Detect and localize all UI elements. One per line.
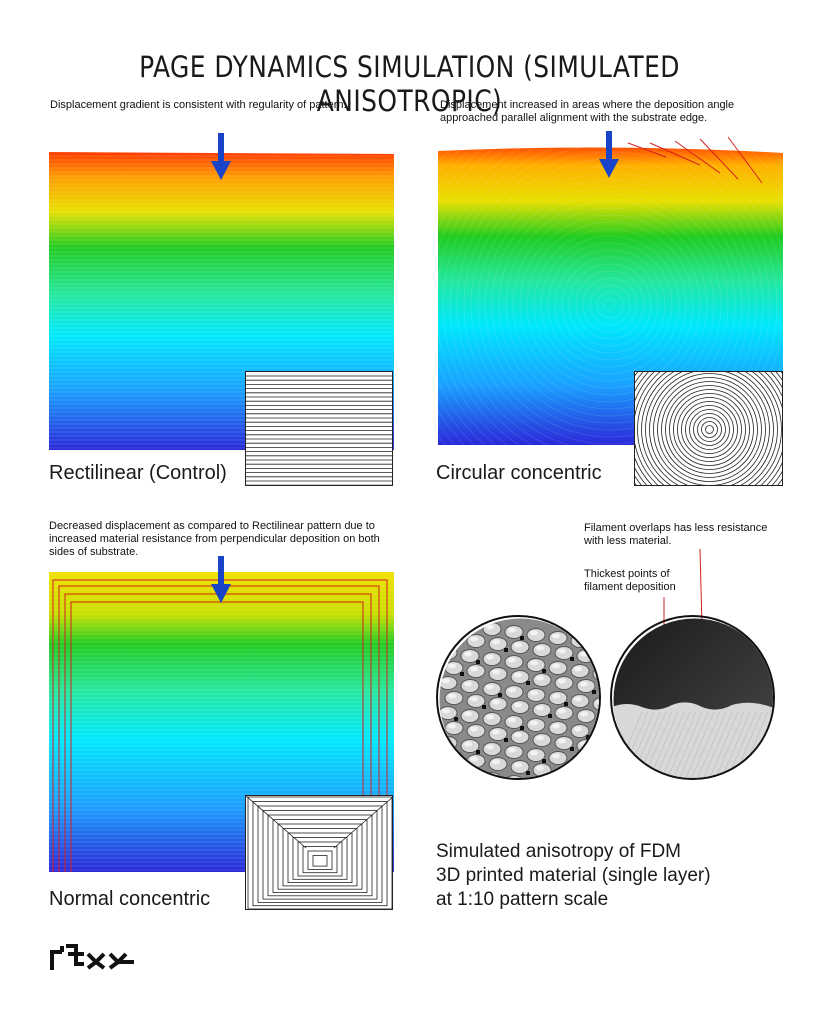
page-title: PAGE DYNAMICS SIMULATION (SIMULATED ANISOTROPIC) [139, 50, 680, 118]
displacement-callout-lines [620, 135, 770, 185]
panel-3-note: Decreased displacement as compared to Rectilinear pattern due to increased material resistance from perpendicular deposition on both sides of substrate. [49, 520, 380, 558]
thickest-points-annotation: Thickest points of filament deposition [584, 568, 676, 593]
filament-micrograph-top [436, 615, 601, 780]
panel-2-label: Circular concentric [436, 462, 602, 484]
force-arrow-icon [210, 556, 232, 604]
filament-micrograph-section [610, 615, 775, 780]
summary-line-1: Simulated anisotropy of FDM [436, 841, 681, 862]
force-arrow-icon [210, 133, 232, 181]
summary-line-2: 3D printed material (single layer) [436, 865, 711, 886]
panel-2-note: Displacement increased in areas where the deposition angle approached parallel alignment with the substrate edge. [440, 99, 735, 124]
force-arrow-icon [598, 131, 620, 179]
studio-logo [48, 942, 140, 974]
panel-3-label: Normal concentric [49, 888, 211, 910]
circular-pattern-inset [634, 371, 783, 486]
panel-1-note: Displacement gradient is consistent with regularity of pattern. [50, 99, 347, 111]
summary-line-3: at 1:10 pattern scale [436, 889, 609, 910]
panel-1-label: Rectilinear (Control) [49, 462, 227, 484]
rectilinear-pattern-inset [245, 371, 393, 486]
filament-overlap-annotation: Filament overlaps has less resistance with less material. [584, 522, 768, 547]
normal-concentric-pattern-inset [245, 795, 393, 910]
